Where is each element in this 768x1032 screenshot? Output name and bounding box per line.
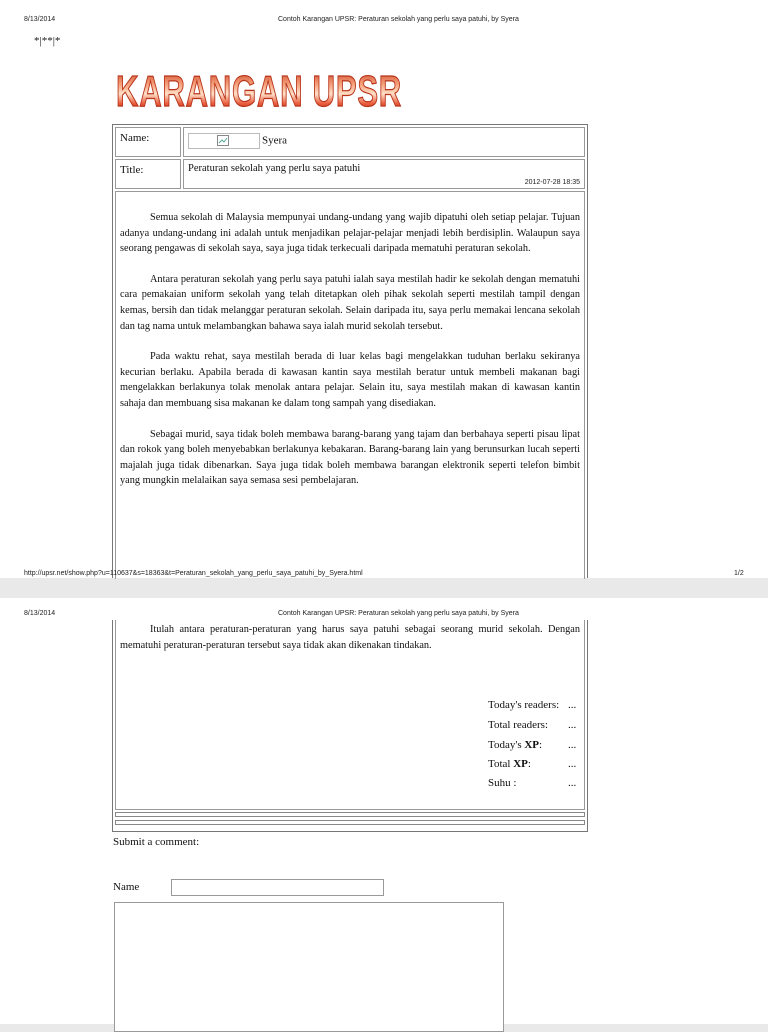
divider-2 [115, 820, 585, 825]
print-page-number: 1/2 [734, 570, 744, 577]
paragraph-1: Semua sekolah di Malaysia mempunyai undang-undang yang wajib dipatuhi oleh setiap pelajar. Tujuan adanya undang-undang ini adalah untuk menjadikan pelajar-pelajar menjadi lebih berdisiplin. Walaupun saya seorang pengawas di sekolah saya, saya juga tidak terkecuali daripada mematuhi peraturan sekolah. [120, 212, 580, 255]
title-cell [183, 159, 585, 189]
name-label: Name: [115, 127, 181, 157]
print-title: Contoh Karangan UPSR: Peraturan sekolah yang perlu saya patuhi, by Syera [278, 16, 519, 23]
entry-table [112, 124, 588, 578]
divider-1 [115, 812, 585, 817]
comment-heading: Submit a comment: [113, 836, 200, 848]
print-page-2 [0, 598, 768, 1024]
paragraph-4: Sebagai murid, saya tidak boleh membawa barang-barang yang tajam dan berbahaya seperti pisau lipat dan rokok yang boleh menyebabkan berlakunya kebakaran. Barang-barang lain yang berunsurkan lucah seperti majalah juga tidak dibenarkan. Saya juga tidak boleh membawa barangan elektronik seperti telefon bimbit yang mungkin melalaikan saya semasa sesi pembelajaran. [120, 428, 580, 487]
paragraph-3: Pada waktu rehat, saya mestilah berada di luar kelas bagi mengelakkan tuduhan berlaku sekiranya kecurian berlaku. Apabila berada di kawasan kantin saya mestilah beratur untuk membeli makanan bagi mengelakkan berlakunya tolak menolak antara pelajar. Selain itu, saya mestilah makan di kawasan kantin sahaja dan membuang sisa makanan ke dalam tong sampah yang disediakan. [120, 351, 580, 409]
stat-value: ... [568, 758, 577, 770]
paragraph-2: Antara peraturan sekolah yang perlu saya patuhi ialah saya mestilah hadir ke sekolah dengan mematuhi cara pemakaian uniform sekolah yang telah ditetapkan oleh pihak sekolah seperti mestilah tampil dengan kemas, bersih dan tidak melanggar peraturan sekolah. Selain daripada itu, saya perlu memakai lencana sekolah dan tag nama untuk melambangkan bahawa saya ialah murid sekolah tersebut. [120, 273, 580, 332]
karangan-upsr-logo[interactable] [114, 60, 404, 116]
name-cell [183, 127, 585, 157]
comment-name-input[interactable] [171, 879, 384, 896]
print-url: http://upsr.net/show.php?u=110637&s=18363&t=Peraturan_sekolah_yang_perlu_saya_patuhi_by_Syera.html [24, 570, 363, 577]
stat-value: ... [568, 699, 577, 711]
stat-value: ... [568, 777, 577, 789]
broken-image-icon [188, 133, 260, 149]
author-name[interactable]: Syera [262, 134, 288, 147]
stat-suhu: Suhu : ... [488, 777, 577, 789]
print-date-2: 8/13/2014 [24, 610, 56, 617]
essay-title: Peraturan sekolah yang perlu saya patuhi [188, 163, 361, 174]
stat-value: ... [568, 739, 577, 751]
stat-total-readers: Total readers: ... [488, 719, 577, 731]
closing-paragraph: Itulah antara peraturan-peraturan yang harus saya patuhi sebagai seorang murid sekolah. Dengan mematuhi peraturan-peraturan tersebut saya tidak akan dikenakan tindakan. [120, 624, 580, 651]
comment-name-label: Name [113, 881, 140, 893]
stat-value: ... [568, 719, 577, 731]
logo-text: KARANGAN UPSR [116, 67, 402, 116]
print-date: 8/13/2014 [24, 16, 56, 23]
stat-total-xp: Total XP: ... [488, 758, 577, 770]
decorative-stars: *|**|* [34, 35, 61, 47]
title-label: Title: [115, 159, 181, 189]
stat-todays-xp: Today's XP: ... [488, 739, 577, 751]
comment-textarea[interactable] [114, 902, 504, 1032]
essay-body [115, 191, 585, 579]
timestamp: 2012-07-28 18:35 [524, 179, 580, 186]
stat-todays-readers: Today's readers: ... [488, 699, 577, 711]
print-title-2: Contoh Karangan UPSR: Peraturan sekolah yang perlu saya patuhi, by Syera [278, 610, 519, 617]
